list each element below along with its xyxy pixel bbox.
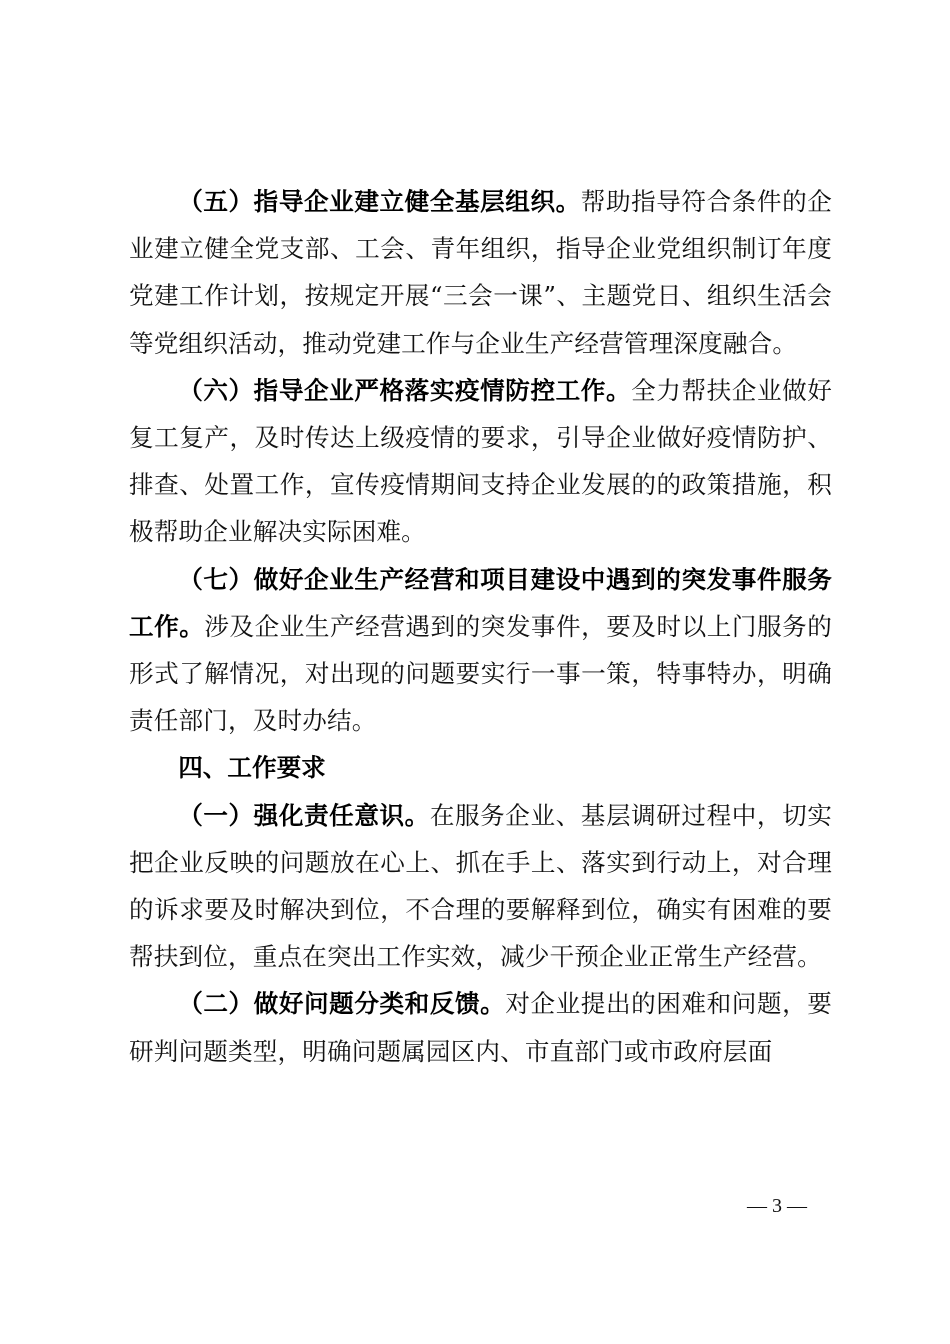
requirement-paragraph-1-lead: （一）强化责任意识。	[178, 800, 430, 830]
requirement-paragraph-2	[129, 980, 832, 1074]
page-number: — 3 —	[747, 1195, 807, 1217]
requirement-paragraph-2-body: 对企业提出的困难和问题，要研判问题类型，明确问题属园区内、市直部门或市政府层面	[129, 989, 833, 1066]
paragraph-6-lead: （六）指导企业严格落实疫情防控工作。	[178, 375, 632, 405]
paragraph-5-lead: （五）指导企业建立健全基层组织。	[178, 187, 581, 216]
paragraph-7-lead: （七）做好企业生产经营和项目建设中遇到的突发事件服务工作。	[129, 564, 832, 641]
paragraph-5-body: 帮助指导符合条件的企业建立健全党支部、工会、青年组织，指导企业党组织制订年度党建工作计划，按规定开展“三会一课”、主题党日、组织生活会等党组织活动，推动党建工作与企业生产经营管理深度融合。	[129, 187, 832, 358]
paragraph-6-body: 全力帮扶企业做好复工复产，及时传达上级疫情的要求，引导企业做好疫情防护、排查、处置工作，宣传疫情期间支持企业发展的的政策措施，积极帮助企业解决实际困难。	[129, 375, 833, 547]
paragraph-7-body: 涉及企业生产经营遇到的突发事件，要及时以上门服务的形式了解情况，对出现的问题要实行一事一策，特事特办，明确责任部门，及时办结。	[129, 611, 832, 736]
requirement-paragraph-2-lead: （二）做好问题分类和反馈。	[178, 989, 506, 1019]
paragraph-5	[129, 178, 832, 367]
document-body	[129, 178, 832, 1075]
requirement-paragraph-1	[129, 792, 832, 981]
section-heading: 四、工作要求	[178, 753, 326, 783]
paragraph-7	[129, 556, 832, 745]
paragraph-6	[129, 367, 832, 556]
requirement-paragraph-1-body: 在服务企业、基层调研过程中，切实把企业反映的问题放在心上、抓在手上、落实到行动上，对合理的诉求要及时解决到位，不合理的要解释到位，确实有困难的要帮扶到位，重点在突出工作实效，减少干预企业正常生产经营。	[129, 800, 832, 972]
